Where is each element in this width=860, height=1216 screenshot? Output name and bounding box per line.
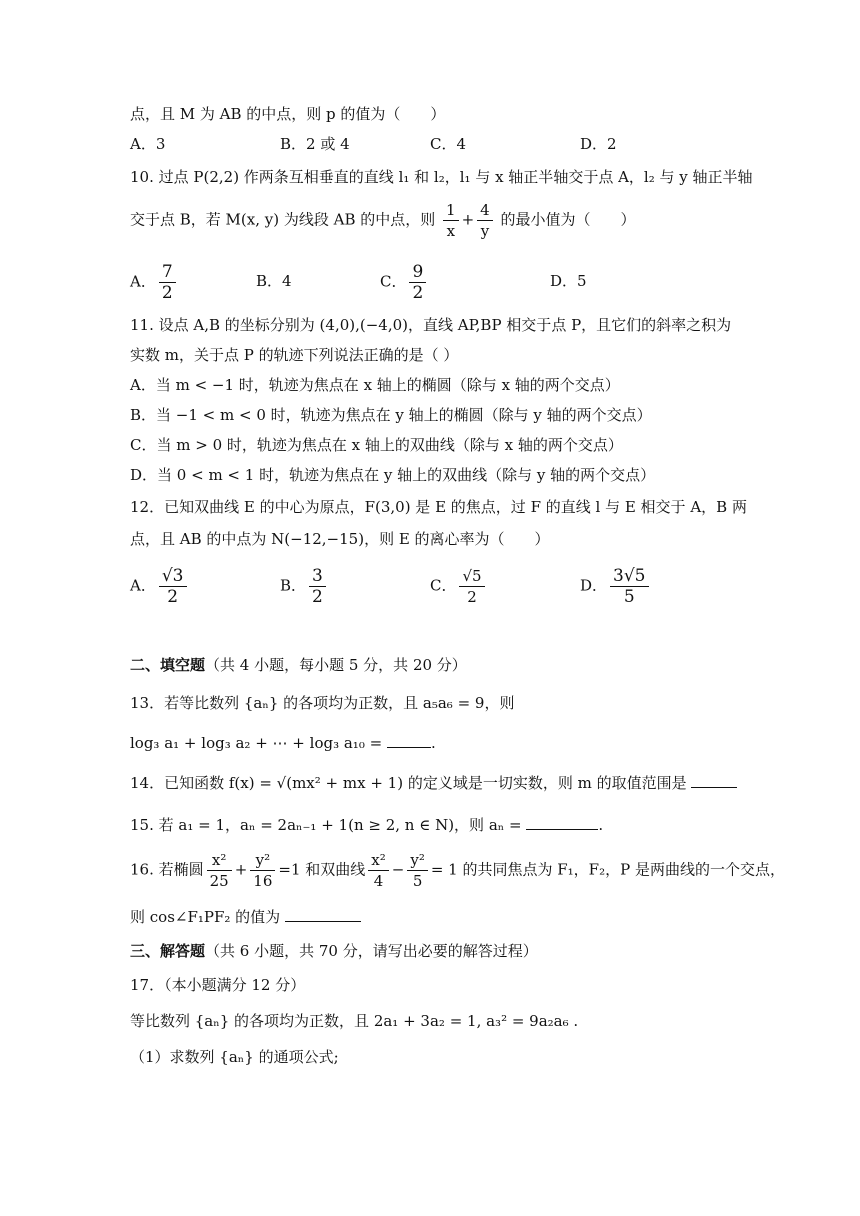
q15-answer-blank bbox=[526, 815, 598, 830]
section-2-title: 二、填空题 bbox=[130, 656, 206, 674]
q13-end: . bbox=[430, 734, 436, 752]
q16-f3-den: 4 bbox=[373, 872, 384, 890]
q17-heading: 17．（本小题满分 12 分） bbox=[130, 976, 306, 994]
q10-fraction-4-over-y bbox=[477, 200, 493, 241]
q10-line2-text-b: 的最小值为（ ） bbox=[500, 210, 636, 229]
q16-line2-text: 则 cos∠F₁PF₂ 的值为 bbox=[130, 908, 281, 926]
q10-option-c bbox=[380, 262, 429, 303]
q12-a-num: √3 bbox=[159, 566, 187, 587]
q9-option-c: C．4 bbox=[430, 135, 467, 153]
q16-f4-num: y² bbox=[407, 850, 428, 871]
q12-option-b bbox=[280, 566, 329, 607]
q16-text-a: 16. 若椭圆 bbox=[130, 860, 204, 879]
section-3-title: 三、解答题 bbox=[130, 942, 206, 960]
q11-option-d: D．当 0 < m < 1 时，轨迹为焦点在 y 轴上的双曲线（除与 y 轴的两个交点） bbox=[130, 466, 656, 484]
q11-line2: 实数 m，关于点 P 的轨迹下列说法正确的是（ ） bbox=[130, 346, 459, 364]
q11-option-c: C．当 m > 0 时，轨迹为焦点在 x 轴上的双曲线（除与 x 轴的两个交点） bbox=[130, 436, 623, 454]
q10-c-den: 2 bbox=[412, 283, 424, 303]
q10-option-d: D．5 bbox=[550, 272, 587, 290]
q17-part-1: （1）求数列 {aₙ} 的通项公式; bbox=[130, 1048, 339, 1066]
q16-fraction-1 bbox=[207, 850, 232, 891]
q12-option-b-fraction bbox=[309, 566, 326, 607]
q10-f2-num: 4 bbox=[477, 200, 493, 221]
q10-option-a-label: A． bbox=[130, 272, 156, 291]
q11-line1: 11. 设点 A,B 的坐标分别为 (4,0),(−4,0)，直线 AP,BP 相交于点 P，且它们的斜率之积为 bbox=[130, 316, 732, 334]
q17-stem: 等比数列 {aₙ} 的各项均为正数，且 2a₁ + 3a₂ = 1, a₃² = 9a₂a₆ . bbox=[130, 1012, 579, 1030]
q12-d-den: 5 bbox=[623, 587, 635, 607]
q15-end: . bbox=[598, 816, 604, 834]
q16-answer-blank bbox=[285, 907, 361, 922]
q16-f2-num: y² bbox=[250, 850, 275, 871]
q12-option-b-label: B． bbox=[280, 576, 307, 595]
q16-line2 bbox=[130, 906, 361, 928]
q10-a-den: 2 bbox=[161, 283, 173, 303]
q10-f1-den: x bbox=[446, 222, 456, 240]
q15-line bbox=[130, 814, 603, 836]
q13-line1: 13．若等比数列 {aₙ} 的各项均为正数，且 a₅a₆ = 9，则 bbox=[130, 694, 515, 712]
q14-answer-blank bbox=[691, 773, 737, 788]
q12-line1: 12．已知双曲线 E 的中心为原点，F(3,0) 是 E 的焦点，过 F 的直线 l 与 E 相交于 A，B 两 bbox=[130, 498, 747, 516]
q12-c-num: √5 bbox=[459, 566, 484, 587]
q15-text: 15. 若 a₁ = 1，aₙ = 2aₙ₋₁ + 1(n ≥ 2, n ∈ N)，则 aₙ = bbox=[130, 816, 522, 834]
q10-option-c-fraction bbox=[409, 262, 426, 303]
q16-text-b: =1 和双曲线 bbox=[278, 860, 366, 879]
q10-c-num: 9 bbox=[409, 262, 426, 283]
q9-option-d: D．2 bbox=[580, 135, 617, 153]
q10-option-b: B．4 bbox=[256, 272, 292, 290]
q14-line bbox=[130, 772, 737, 794]
q12-option-a-fraction bbox=[159, 566, 187, 607]
q13-expression: log₃ a₁ + log₃ a₂ + ⋯ + log₃ a₁₀ = bbox=[130, 734, 383, 752]
q16-f1-num: x² bbox=[207, 850, 232, 871]
q16-f3-num: x² bbox=[368, 850, 388, 871]
q13-answer-blank bbox=[387, 733, 431, 748]
q12-option-d-fraction bbox=[610, 566, 648, 607]
q12-option-c-fraction bbox=[459, 566, 484, 607]
section-2-heading bbox=[130, 654, 467, 676]
q11-option-b: B．当 −1 < m < 0 时，轨迹为焦点在 y 轴上的椭圆（除与 y 轴的两个交点） bbox=[130, 406, 652, 424]
q13-line2 bbox=[130, 732, 436, 754]
q16-f2-den: 16 bbox=[253, 872, 273, 890]
q10-f2-den: y bbox=[480, 222, 490, 240]
q16-minus: − bbox=[391, 860, 405, 879]
q9-option-a: A．3 bbox=[130, 135, 166, 153]
q12-line2: 点，且 AB 的中点为 N(−12,−15)，则 E 的离心率为（ ） bbox=[130, 530, 550, 548]
section-2-rest: （共 4 小题，每小题 5 分，共 20 分） bbox=[205, 656, 467, 674]
q12-b-num: 3 bbox=[309, 566, 326, 587]
q12-option-a bbox=[130, 566, 190, 607]
q10-fraction-1-over-x bbox=[443, 200, 459, 241]
q16-line1 bbox=[130, 850, 785, 891]
q10-plus: + bbox=[461, 210, 475, 229]
q10-line2-text-a: 交于点 B，若 M(x, y) 为线段 AB 的中点，则 bbox=[130, 210, 436, 229]
section-3-rest: （共 6 小题，共 70 分，请写出必要的解答过程） bbox=[205, 942, 538, 960]
q12-d-num: 3√5 bbox=[610, 566, 648, 587]
q12-c-den: 2 bbox=[467, 588, 477, 606]
q12-option-d bbox=[580, 566, 652, 607]
q10-a-num: 7 bbox=[159, 262, 176, 283]
q10-option-a bbox=[130, 262, 179, 303]
q12-option-c bbox=[430, 566, 488, 607]
q16-f4-den: 5 bbox=[412, 872, 423, 890]
q11-option-a: A．当 m < −1 时，轨迹为焦点在 x 轴上的椭圆（除与 x 轴的两个交点） bbox=[130, 376, 620, 394]
q10-option-c-label: C． bbox=[380, 272, 407, 291]
q10-line1: 10. 过点 P(2,2) 作两条互相垂直的直线 l₁ 和 l₂，l₁ 与 x 轴正半轴交于点 A，l₂ 与 y 轴正半轴 bbox=[130, 168, 753, 186]
q12-b-den: 2 bbox=[312, 587, 323, 607]
q16-f1-den: 25 bbox=[209, 872, 229, 890]
q10-f1-num: 1 bbox=[443, 200, 459, 221]
q10-option-a-fraction bbox=[159, 262, 176, 303]
q9-option-b: B．2 或 4 bbox=[280, 135, 350, 153]
q10-line2 bbox=[130, 200, 636, 241]
q9-continuation: 点，且 M 为 AB 的中点，则 p 的值为（ ） bbox=[130, 105, 446, 123]
q14-text: 14．已知函数 f(x) = √(mx² + mx + 1) 的定义域是一切实数，则 m 的取值范围是 bbox=[130, 774, 687, 792]
q16-text-c: = 1 的共同焦点为 F₁，F₂，P 是两曲线的一个交点， bbox=[430, 860, 785, 879]
section-3-heading bbox=[130, 940, 538, 962]
q16-fraction-2 bbox=[250, 850, 275, 891]
q16-plus: + bbox=[234, 860, 248, 879]
q16-fraction-3 bbox=[368, 850, 388, 891]
q12-a-den: 2 bbox=[167, 587, 179, 607]
q12-option-c-label: C． bbox=[430, 576, 457, 595]
q12-option-d-label: D． bbox=[580, 576, 608, 595]
q16-fraction-4 bbox=[407, 850, 428, 891]
q12-option-a-label: A． bbox=[130, 576, 156, 595]
